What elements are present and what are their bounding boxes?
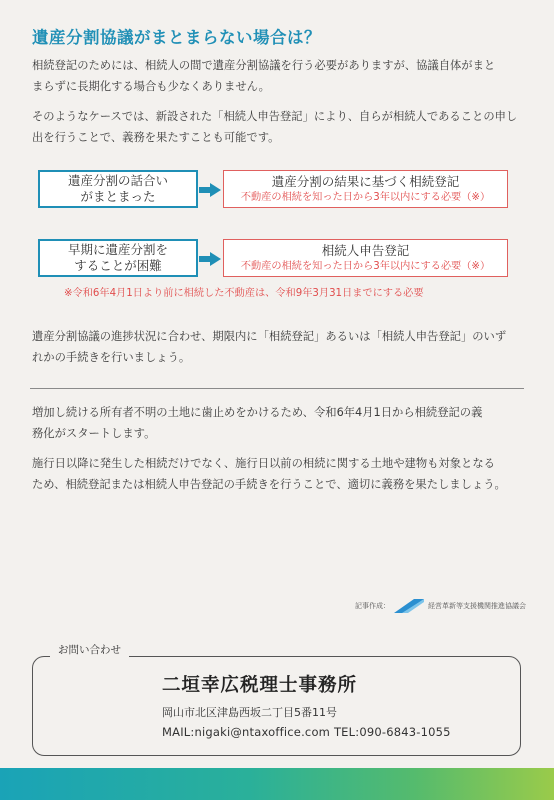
flow-condition-difficult — [38, 239, 198, 277]
credit-organization: 経営革新等支援機関推進協議会 — [428, 602, 526, 610]
progress-paragraph — [32, 326, 524, 368]
credit-label: 記事作成： — [355, 602, 390, 610]
footer-gradient-band — [0, 768, 554, 800]
contact-label: お問い合わせ — [50, 642, 129, 657]
text-line: ため、相続登記または相続人申告登記の手続きを行うことで、適切に義務を果たしましょう。 — [32, 478, 506, 491]
text-line: れかの手続きを行いましょう。 — [32, 351, 191, 364]
arrow-right-icon — [199, 183, 221, 197]
mandate-paragraph — [32, 402, 524, 444]
section-heading: 遺産分割協議がまとまらない場合は？ — [32, 28, 321, 47]
section-divider — [30, 388, 524, 389]
text-line: 施行日以降に発生した相続だけでなく、施行日以前の相続に関する土地や建物も対象となる — [32, 457, 495, 470]
scope-paragraph — [32, 453, 524, 495]
result-requirement: 不動産の相続を知った日から3年以内にする必要（※） — [240, 261, 491, 272]
intro-paragraph — [32, 55, 524, 97]
result-title: 相続人申告登記 — [321, 243, 410, 258]
office-address: 岡山市北区津島西坂二丁目5番11号 — [162, 706, 337, 719]
text-line: 遺産分割協議の進捗状況に合わせ、期限内に「相続登記」あるいは「相続人申告登記」のいず — [32, 330, 507, 343]
flow-result-heir-declaration — [223, 239, 508, 277]
text-line: そのようなケースでは、新設された「相続人申告登記」により、自らが相続人であることの申し — [32, 110, 518, 123]
deadline-note: ※令和6年4月1日より前に相続した不動産は、令和9年3月31日までにする必要 — [64, 288, 424, 299]
text-line: 相続登記のためには、相続人の間で遺産分割協議を行う必要がありますが、協議自体がまと — [32, 59, 496, 72]
condition-line: 遺産分割の話合い — [67, 173, 168, 188]
contact-details: MAIL:nigaki@ntaxoffice.com TEL:090-6843-1055 — [162, 725, 451, 739]
result-requirement: 不動産の相続を知った日から3年以内にする必要（※） — [240, 192, 491, 203]
text-line: 増加し続ける所有者不明の土地に歯止めをかけるため、令和6年4月1日から相続登記の義 — [32, 406, 483, 419]
condition-line: することが困難 — [74, 258, 162, 273]
condition-line: 早期に遺産分割を — [67, 242, 168, 257]
text-line: 務化がスタートします。 — [32, 427, 156, 440]
article-credit — [355, 599, 526, 613]
arrow-right-icon — [199, 252, 221, 266]
result-title: 遺産分割の結果に基づく相続登記 — [271, 174, 460, 189]
office-name: 二垣幸広税理士事務所 — [162, 675, 358, 696]
flow-result-inheritance-registration — [223, 170, 508, 208]
text-line: まらずに長期化する場合も少なくありません。 — [32, 80, 270, 93]
text-line: 出を行うことで、義務を果たすことも可能です。 — [32, 131, 280, 144]
condition-line: がまとまった — [80, 189, 156, 204]
organization-logo-icon — [394, 599, 424, 613]
flow-condition-agreed — [38, 170, 198, 208]
case-paragraph — [32, 106, 524, 148]
